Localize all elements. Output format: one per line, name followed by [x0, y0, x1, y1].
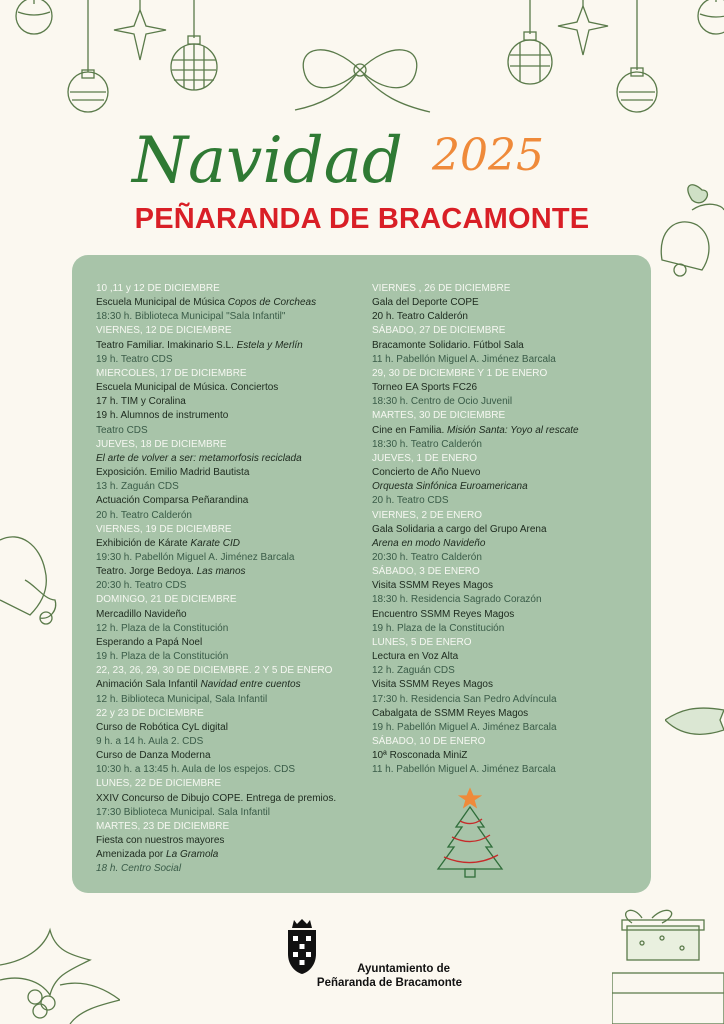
- program-date-line: SÁBADO, 10 DE ENERO: [372, 736, 486, 747]
- program-date-line: VIERNES, 12 DE DICIEMBRE: [96, 325, 232, 337]
- gift-decoration: [612, 898, 724, 1024]
- program-date-line: LUNES, 5 DE ENERO: [372, 636, 472, 648]
- program-date-line: 22, 23, 26, 29, 30 DE DICIEMBRE. 2 Y 5 DE ENERO: [96, 665, 333, 677]
- program-detail-line: 18:30 h. Centro de Ocio Juvenil: [372, 396, 513, 408]
- program-event-line: Visita SSMM Reyes Magos: [372, 580, 493, 592]
- program-detail-line: 20:30 h. Teatro Calderón: [372, 551, 482, 563]
- holly-right-decoration: [665, 700, 724, 750]
- program-event-line: Encuentro SSMM Reyes Magos: [372, 608, 515, 620]
- program-event-line: Gala del Deporte COPE: [372, 297, 479, 309]
- program-column-right: [372, 282, 642, 777]
- program-detail-line: 18:30 h. Teatro Calderón: [372, 438, 482, 450]
- program-detail-line: 10:30 h. a 13:45 h. Aula de los espejos. CDS: [96, 764, 296, 776]
- program-event-line: Escuela Municipal de Música. Conciertos: [96, 382, 279, 394]
- program-detail-line: 12 h. Zaguán CDS: [372, 665, 455, 677]
- program-event-line: [96, 339, 386, 353]
- program-detail-line: 18:30 h. Residencia Sagrado Corazón: [372, 594, 542, 606]
- program-event-line: 10ª Rosconada MiniZ: [372, 750, 468, 762]
- italic-title: Copos de Corcheas: [227, 297, 317, 309]
- program-date-line: MARTES, 30 DE DICIEMBRE: [372, 410, 506, 422]
- program-detail-line: 17:30 h. Residencia San Pedro Advíncula: [372, 693, 557, 705]
- program-event-line: 17 h. TIM y Coralina: [96, 396, 186, 408]
- text-fragment: Teatro. Jorge Bedoya.: [96, 566, 197, 578]
- program-detail-line: 9 h. a 14 h. Aula 2. CDS: [96, 736, 204, 747]
- italic-title: El arte de volver a ser: metamorfosis reciclada: [96, 452, 302, 464]
- program-date-line: SÁBADO, 27 DE DICIEMBRE: [372, 325, 506, 337]
- italic-title: Navidad entre cuentos: [200, 679, 301, 691]
- program-panel: [72, 255, 651, 893]
- program-event-line: Actuación Comparsa Peñarandina: [96, 495, 249, 507]
- text-fragment: Teatro Familiar. Imakinario S.L.: [96, 339, 237, 351]
- italic-title: La Gramola: [166, 849, 219, 861]
- text-fragment: Exhibición de Kárate: [96, 537, 191, 549]
- program-event-line: XXIV Concurso de Dibujo COPE. Entrega de premios.: [96, 792, 337, 804]
- italic-title: Las manos: [196, 566, 246, 578]
- program-event-line: [96, 678, 386, 692]
- italic-title: 18 h. Centro Social: [96, 863, 182, 875]
- program-detail-line: 20 h. Teatro Calderón: [96, 509, 192, 521]
- program-event-line: [96, 565, 386, 579]
- program-event-line: Lectura en Voz Alta: [372, 651, 459, 663]
- program-detail-line: 19 h. Plaza de la Constitución: [96, 651, 229, 663]
- program-column-left: [96, 282, 386, 877]
- italic-title: Orquesta Sinfónica Euroamericana: [372, 481, 528, 493]
- program-date-line: VIERNES, 19 DE DICIEMBRE: [96, 523, 232, 535]
- text-fragment: Animación Sala Infantil: [96, 679, 201, 691]
- program-event-line: Cabalgata de SSMM Reyes Magos: [372, 707, 529, 719]
- program-date-line: 10 ,11 y 12 DE DICIEMBRE: [96, 283, 220, 294]
- program-detail-line: 19 h. Teatro CDS: [96, 353, 173, 365]
- program-date-line: SÁBADO, 3 DE ENERO: [372, 566, 480, 578]
- program-event-line: Curso de Robótica CyL digital: [96, 721, 228, 733]
- title-year-text: 2025: [432, 130, 544, 181]
- program-date-line: JUEVES, 18 DE DICIEMBRE: [96, 438, 227, 450]
- program-date-line: VIERNES, 2 DE ENERO: [372, 509, 483, 521]
- program-event-line: 20 h. Teatro Calderón: [372, 311, 468, 323]
- italic-title: Misión Santa: Yoyo al rescate: [447, 424, 579, 436]
- text-fragment: Cine en Familia.: [372, 424, 448, 436]
- text-fragment: Escuela Municipal de Música: [96, 297, 228, 309]
- program-detail-line: 13 h. Zaguán CDS: [96, 481, 179, 493]
- program-event-line: Mercadillo Navideño: [96, 608, 187, 620]
- program-detail-line: 18:30 h. Biblioteca Municipal "Sala Infantil": [96, 311, 286, 323]
- footer-line-2: Peñaranda de Bracamonte: [316, 977, 462, 989]
- title-year: [428, 126, 598, 186]
- italic-title: Estela y Merlín: [236, 339, 303, 351]
- holly-left-decoration: [0, 925, 120, 1024]
- program-detail-line: 11 h. Pabellón Miguel A. Jiménez Barcala: [372, 353, 556, 365]
- program-date-line: LUNES, 22 DE DICIEMBRE: [96, 778, 222, 790]
- program-date-line: VIERNES , 26 DE DICIEMBRE: [372, 283, 511, 294]
- text-fragment: Amenizada por: [96, 849, 167, 861]
- program-event-line: 19 h. Alumnos de instrumento: [96, 410, 229, 422]
- program-detail-line: 20 h. Teatro CDS: [372, 495, 449, 507]
- program-detail-line: 19 h. Plaza de la Constitución: [372, 622, 505, 634]
- program-detail-line: [96, 862, 386, 876]
- program-event-line: Exposición. Emilio Madrid Bautista: [96, 467, 250, 479]
- footer-line-1: Ayuntamiento de: [357, 963, 450, 975]
- program-date-line: DOMINGO, 21 DE DICIEMBRE: [96, 594, 237, 606]
- italic-title: Arena en modo Navideño: [372, 537, 486, 549]
- program-event-line: [96, 296, 386, 310]
- program-date-line: 29, 30 DE DICIEMBRE Y 1 DE ENERO: [372, 367, 548, 379]
- program-detail-line: 19 h. Pabellón Miguel A. Jiménez Barcala: [372, 721, 557, 733]
- christmas-tree-icon: [432, 785, 512, 880]
- program-detail-line: Teatro CDS: [96, 424, 148, 436]
- program-event-line: [372, 537, 642, 551]
- subtitle: PEÑARANDA DE BRACAMONTE: [134, 203, 590, 235]
- program-event-line: [96, 848, 386, 862]
- program-date-line: 22 y 23 DE DICIEMBRE: [96, 707, 204, 719]
- program-detail-line: 11 h. Pabellón Miguel A. Jiménez Barcala: [372, 764, 556, 776]
- program-date-line: JUEVES, 1 DE ENERO: [372, 452, 478, 464]
- program-detail-line: 12 h. Plaza de la Constitución: [96, 622, 229, 634]
- bells-left-decoration: [0, 520, 70, 630]
- program-date-line: MIERCOLES, 17 DE DICIEMBRE: [96, 367, 247, 379]
- title-script: [130, 118, 430, 202]
- footer-institution: [272, 962, 462, 990]
- program-event-line: Gala Solidaria a cargo del Grupo Arena: [372, 523, 547, 535]
- program-event-line: Bracamonte Solidario. Fútbol Sala: [372, 339, 524, 351]
- program-event-line: Curso de Danza Moderna: [96, 750, 211, 762]
- program-event-line: Concierto de Año Nuevo: [372, 467, 481, 479]
- program-event-line: [96, 452, 386, 466]
- program-event-line: Fiesta con nuestros mayores: [96, 835, 225, 847]
- program-event-line: Esperando a Papá Noel: [96, 636, 203, 648]
- program-date-line: MARTES, 23 DE DICIEMBRE: [96, 820, 230, 832]
- ornament-decorations: [0, 0, 724, 130]
- program-detail-line: 17:30 Biblioteca Municipal. Sala Infantil: [96, 806, 270, 818]
- program-event-line: [372, 424, 642, 438]
- program-event-line: Torneo EA Sports FC26: [372, 382, 478, 394]
- program-event-line: Visita SSMM Reyes Magos: [372, 679, 493, 691]
- program-event-line: [372, 480, 642, 494]
- italic-title: Karate CID: [190, 537, 240, 549]
- title-script-text: Navidad: [132, 124, 403, 198]
- program-detail-line: 12 h. Biblioteca Municipal, Sala Infantil: [96, 693, 268, 705]
- program-detail-line: 20:30 h. Teatro CDS: [96, 580, 187, 592]
- program-event-line: [96, 537, 386, 551]
- program-detail-line: 19:30 h. Pabellón Miguel A. Jiménez Barcala: [96, 551, 295, 563]
